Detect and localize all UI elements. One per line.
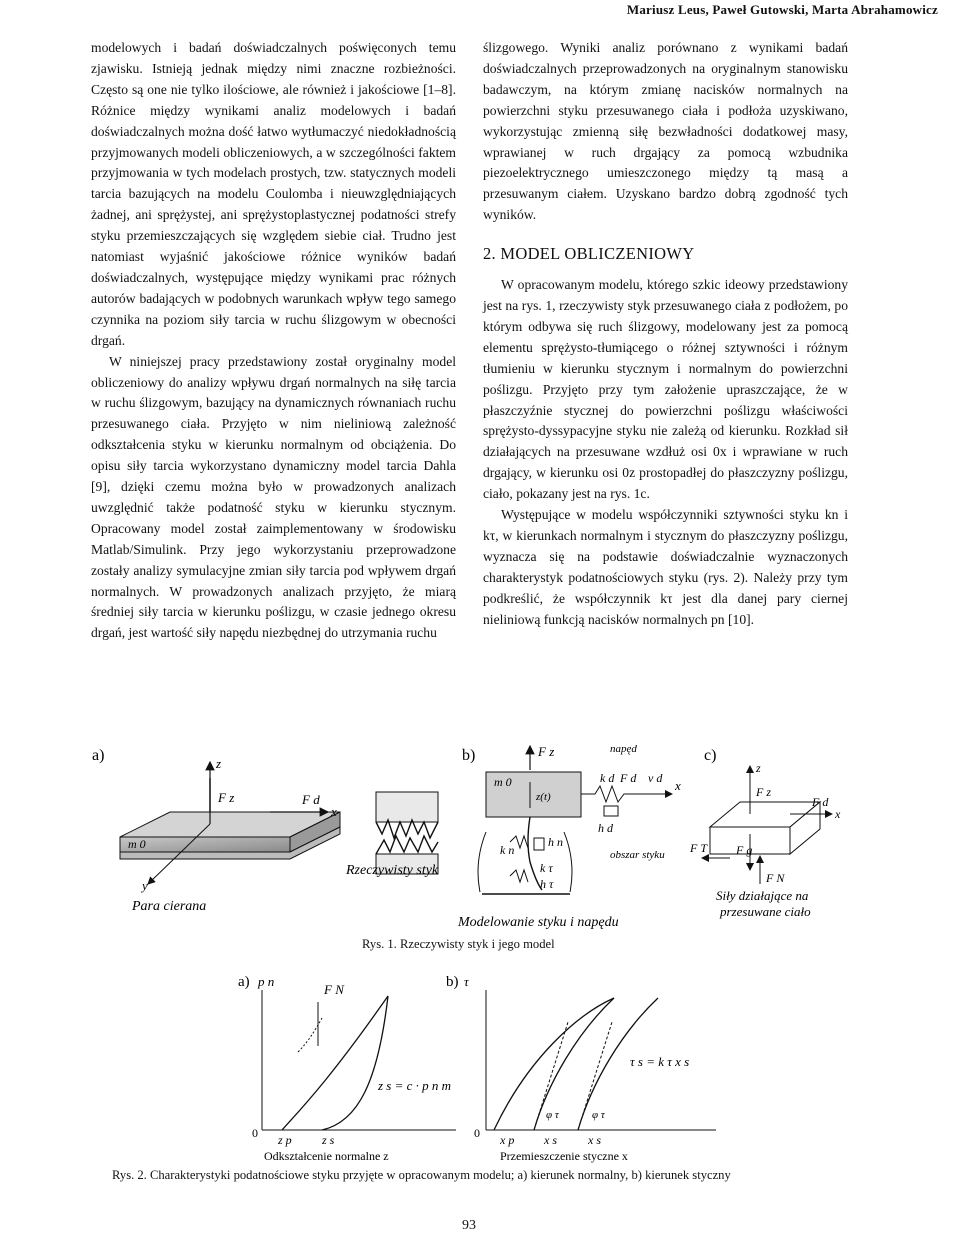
xp-label: x p [500,1133,515,1147]
zs-label: z s [322,1133,335,1147]
ktau-spring [510,870,528,882]
zone-label: obszar styku [610,849,665,861]
fn-label: F N [766,871,785,885]
hn-damper [534,838,544,850]
drive-spring [581,786,638,802]
origin-2b: 0 [474,1126,480,1140]
x-axis-title-2a: Odkształcenie normalne z [264,1149,389,1163]
hn-label: h n [548,835,563,849]
unloading-curve [322,996,388,1130]
axis-y: y [142,878,148,893]
paragraph: W niniejszej pracy przedstawiony został oryginalny model obliczeniowy do analizy wpływu drgań normalnych na siłę tarcia w ruchu ślizgowym, bazujący na dynamicznych równaniach ruchu przesuwanego ciała. Przyjęto w nim nieliniową zależność odkształcenia styku w kierunku normalnym od obciążenia. Do opisu siły tarcia wykorzystano dynamiczny model tarcia Dahla [9], dzięki czemu można było w prowadzonych analizach uwzględnić także podatność styku w kierunku stycznym. Opracowany model został zaimplementowany w środowisku Matlab/Simulink. Przy jego wykorzystaniu przeprowadzone zostały analizy symulacyjne zmian siły tarcia pod wpływem drgań normalnych. W prowadzonych analizach przyjęto, że miarą średniej siły tarcia w kierunku poślizgu, w czasie jednego okresu drgań, jest wartość siły napędu niezbędnej do utrzymania ruchu [91,353,456,641]
formula-2a: z s = c · p n m [378,1078,452,1093]
panel-c-label: c) [704,747,717,764]
figure-2 [238,962,718,1166]
caption-contact: Rzeczywisty styk [346,863,439,878]
asperities-lower [376,836,438,854]
htau-label: h τ [540,877,554,891]
figure-1 [90,742,870,932]
ktau-label: k τ [540,861,553,875]
panel-a-label: a) [92,747,105,764]
mass-b-label: m 0 [494,775,512,789]
xs2-label: x s [588,1133,601,1147]
panel-b-label: b) [462,747,476,764]
figure-2-caption: Rys. 2. Charakterystyki podatnościowe styku przyjęte w opracowanym modelu; a) kierunek normalny, b) kierunek styczny [112,1168,731,1182]
x-b-label: x [675,778,681,793]
contact-upper-body [376,792,438,822]
force-fd-label: F d [302,792,320,807]
running-header: Mariusz Leus, Paweł Gutowski, Marta Abrahamowicz [626,2,938,17]
drive-label: napęd [610,743,637,755]
page-number: 93 [462,1218,476,1233]
formula-2b: τ s = k τ x s [630,1054,690,1069]
force-fz-label: F z [218,790,235,805]
fz-c-label: F z [756,785,771,799]
fz-b-label: F z [538,744,555,759]
x-axis-title-2b: Przemieszczenie styczne x [500,1149,628,1163]
figure-1-caption: Rys. 1. Rzeczywisty styk i jego model [362,937,555,951]
hd-label: h d [598,821,613,835]
vd-label: v d [648,771,663,785]
panel-2a-label: a) [238,974,250,990]
caption-forces-2: przesuwane ciało [720,904,811,919]
loading-curve [282,996,388,1130]
kd-label: k d [600,771,615,785]
axis-z: z [216,756,222,771]
section-title: 2. MODEL OBLICZENIOWY [483,244,695,264]
fd-b-label: F d [620,771,637,785]
tau-axis-label: τ [464,974,469,989]
mass-label: m 0 [128,837,146,851]
phi1-label: φ τ [546,1109,559,1121]
xs1-label: x s [544,1133,557,1147]
origin-2a: 0 [252,1126,258,1140]
paragraph: modelowych i badań doświadczalnych poświęconych temu zjawisku. Istnieją jednak między nimi znaczne rozbieżności. Często są one nie tylko ilościowe, ale również i jakościowe [1–8]. Różnice między wynikami analiz modelowych i badań doświadczalnych można dość łatwo wytłumaczyć niedokładnością przyjmowanych modeli obliczeniowych, a w szczególności faktem przyjmowania w tych modelach prostych, tzw. statycznych modeli tarcia bazujących na modelu Coulomba i nieuwzględniających żadnej, ani sprężystej, ani sprężystoplastycznej podatności strefy styku przemieszczających się względem siebie ciał. Trudno jest natomiast wyjaśnić jakościowe różnice wyników badań doświadczalnych, występujące między wynikami prac różnych autorów badających w podobnych warunkach wpływ tego samego czynnika na poziom siły tarcia w ruchu ślizgowym w obecności drgań. [91,40,456,348]
paragraph: W opracowanym modelu, którego szkic ideowy przedstawiony jest na rys. 1, rzeczywisty styk przesuwanego ciała z podłożem, po którym odbywa się ruch ślizgowy, modelowany jest za pomocą elementu sprężysto-tłumiącego o różnej sztywności i różnym tłumieniu w kierunku stycznym i normalnym do powierzchni poślizgu. Przyjęto przy tym założenie upraszczające, że w płaszczyźnie stycznej do powierzchni poślizgu właściwości sprężysto-dyssypacyjne styku nie zależą od kierunku. Rozkład sił działających na przesuwane wzdłuż osi 0x i wprawiane w ruch drgający, w kierunku osi 0z prostopadłej do płaszczyzny poślizgu, ciało, pokazany jest na rys. 1c. [483,277,848,502]
fd-c-label: F d [812,795,829,809]
caption-pair: Para cierana [132,899,207,914]
zt-label: z(t) [536,791,551,803]
kn-label: k n [500,843,515,857]
paragraph: ślizgowego. Wyniki analiz porównano z wynikami badań doświadczalnych przeprowadzonych na oryginalnym stanowisku badawczym, na którym zmianę nacisków normalnych na powierzchni styku przesuwanego ciała i podłoża uzyskiwano, wykorzystując zmienną siłę bezwładności dodatkowej masy, wprawianej w ruch drgający za pomocą wzbudnika piezoelektrycznego umieszczonego między tą masą a przesuwanym ciałem. Uzyskano bardzo dobrą zgodność tych wyników. [483,40,848,223]
ft-label: F T [690,841,708,855]
fg-label: F g [736,843,753,857]
right-column [483,38,848,630]
pn-axis-label: p n [258,974,275,989]
phi2-label: φ τ [592,1109,605,1121]
drive-damper [604,806,618,816]
zp-label: z p [278,1133,292,1147]
caption-forces-1: Siły działające na [716,888,809,903]
axis-x: x [331,804,337,819]
z-c-label: z [756,761,761,775]
left-column [91,38,456,644]
paragraph: Występujące w modelu współczynniki sztywności styku kn i kτ, w kierunkach normalnym i stycznym do płaszczyzny poślizgu, wyznacza się na podstawie doświadczalnie wyznaczonych charakterystyk podatnościowych styku (rys. 2). Należy przy tym podkreślić, że współczynnik kτ jest dla danej pary ciernej nieliniową funkcją nacisków normalnych pn [10]. [483,507,848,627]
asperities-upper [376,820,438,838]
fn-2a-label: F N [324,982,344,997]
caption-modeling: Modelowanie styku i napędu [458,915,619,930]
panel-2b-label: b) [446,974,459,990]
x-c-label: x [835,807,841,821]
